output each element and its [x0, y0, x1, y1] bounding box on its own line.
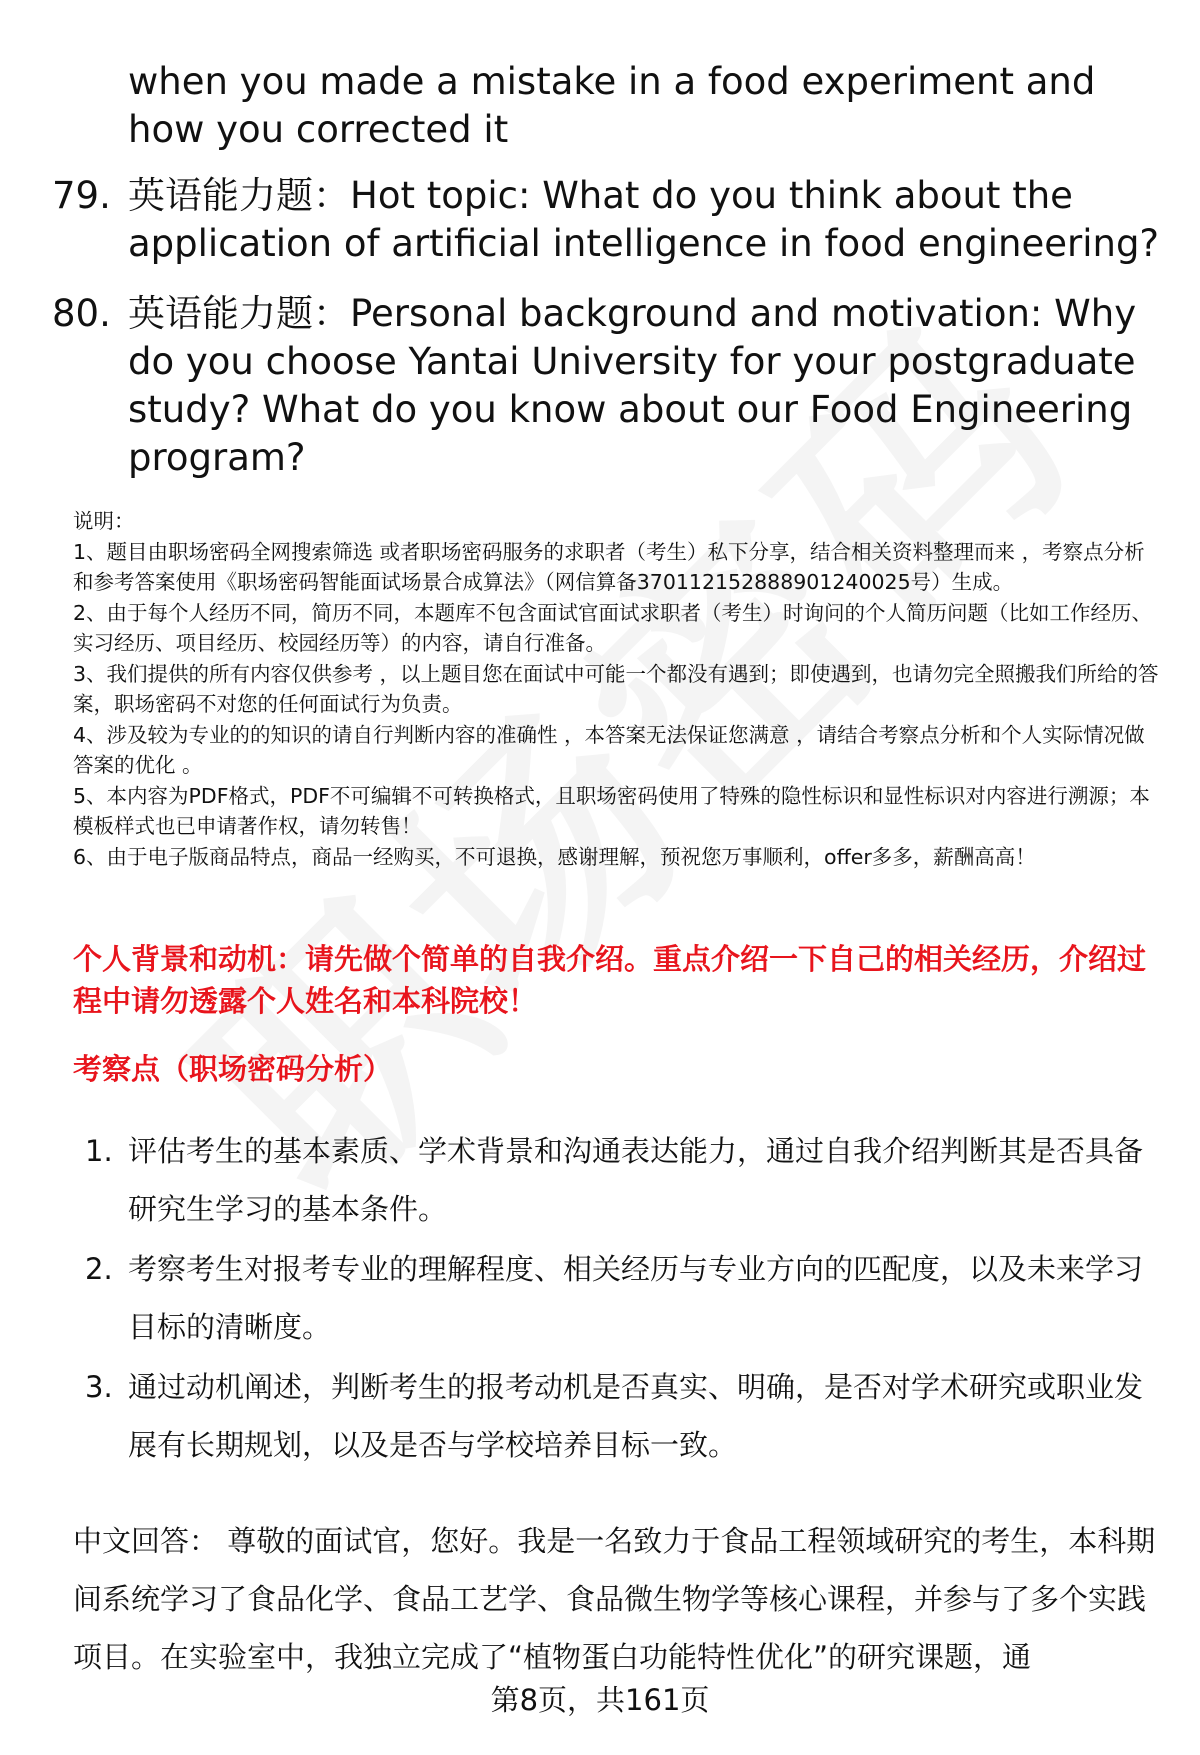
analysis-heading: 考察点（职场密码分析）	[73, 1052, 393, 1086]
analysis-point	[80, 1358, 1170, 1474]
note-item: 3、我们提供的所有内容仅供参考 ，以上题目您在面试中可能一个都没有遇到；即使遇到，也请勿完全照搬我们所给的答案，职场密码不对您的任何面试行为负责。	[73, 661, 1159, 716]
answer-text: 中文回答： 尊敬的面试官，您好。我是一名致力于食品工程领域研究的考生，本科期间系统学习了食品化学、食品工艺学、食品微生物学等核心课程，并参与了多个实践项目。在实验室中，我独立完成了“植物蛋白功能特性优化”的研究课题，通	[73, 1524, 1156, 1674]
analysis-point	[80, 1122, 1170, 1238]
point-text: 通过动机阐述，判断考生的报考动机是否真实、明确，是否对学术研究或职业发展有长期规划，以及是否与学校培养目标一致。	[128, 1370, 1144, 1462]
question-number: 79.	[52, 174, 111, 217]
note-item: 2、由于每个人经历不同，简历不同，本题库不包含面试官面试求职者（考生）时询问的个人简历问题（比如工作经历、实习经历、项目经历、校园经历等）的内容，请自行准备。	[73, 600, 1153, 655]
note-item: 6、由于电子版商品特点，商品一经购买，不可退换，感谢理解，预祝您万事顺利，offer多多，薪酬高高！	[73, 844, 1036, 869]
question-number: 80.	[52, 292, 111, 335]
question-80	[52, 290, 1172, 482]
question-continuation: when you made a mistake in a food experiment and how you corrected it	[128, 60, 1096, 151]
notes-title: 说明：	[73, 509, 135, 533]
question-79	[52, 172, 1172, 268]
point-text: 考察考生对报考专业的理解程度、相关经历与专业方向的匹配度，以及未来学习目标的清晰度。	[128, 1252, 1144, 1344]
analysis-point	[80, 1240, 1170, 1356]
question-text: 英语能力题：Personal background and motivation: Why do you choose Yantai University for your postgraduate study? What do you know about our Food Engineering program?	[128, 292, 1137, 479]
note-item: 4、涉及较为专业的的知识的请自行判断内容的准确性 ，本答案无法保证您满意 ，请结合考察点分析和个人实际情况做答案的优化 。	[73, 722, 1145, 777]
question-heading: 个人背景和动机：请先做个简单的自我介绍。重点介绍一下自己的相关经历，介绍过程中请勿透露个人姓名和本科院校！	[73, 942, 1147, 1018]
note-item: 1、题目由职场密码全网搜索筛选 或者职场密码服务的求职者（考生）私下分享，结合相关资料整理而来 ，考察点分析和参考答案使用《职场密码智能面试场景合成算法》（网信算备370112152888901240025号）生成。	[73, 539, 1145, 594]
question-text: 英语能力题：Hot topic: What do you think about the application of artificial intelligence in food engineering?	[128, 174, 1160, 265]
point-number: 2.	[85, 1252, 113, 1286]
analysis-points	[80, 1122, 1170, 1476]
point-number: 1.	[85, 1134, 113, 1168]
notes-section	[73, 506, 1163, 872]
page-footer: 第8页，共161页	[490, 1683, 710, 1717]
point-number: 3.	[85, 1370, 113, 1404]
note-item: 5、本内容为PDF格式，PDF不可编辑不可转换格式，且职场密码使用了特殊的隐性标识和显性标识对内容进行溯源；本模板样式也已申请著作权，请勿转售！	[73, 783, 1150, 838]
point-text: 评估考生的基本素质、学术背景和沟通表达能力，通过自我介绍判断其是否具备研究生学习的基本条件。	[128, 1134, 1144, 1226]
